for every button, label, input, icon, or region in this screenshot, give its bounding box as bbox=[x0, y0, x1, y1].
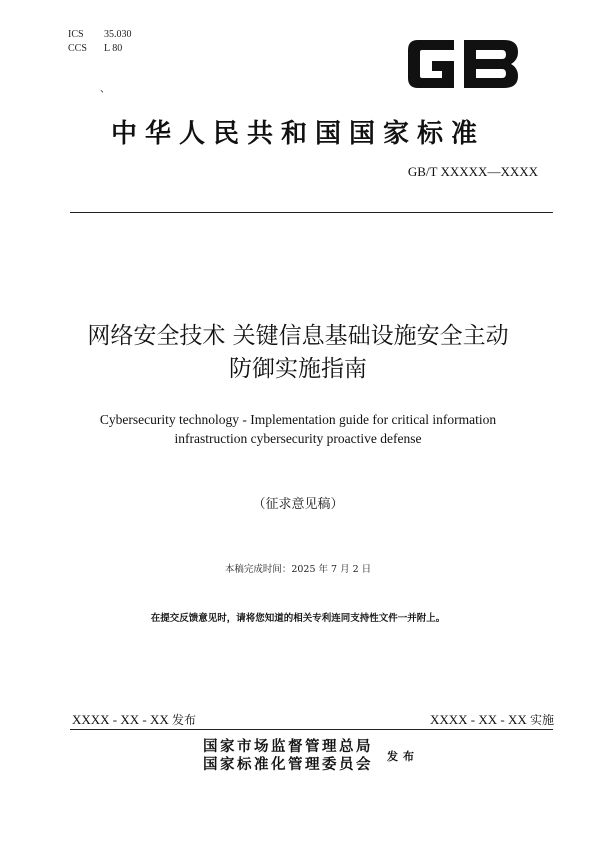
issuing-authorities bbox=[203, 738, 373, 774]
issue-action: 发布 bbox=[387, 750, 419, 763]
org-title: 中华人民共和国国家标准 bbox=[110, 119, 485, 149]
issuer-sac: 国家标准化管理委员会 bbox=[203, 756, 373, 773]
title-cn-line1: 网络安全技术 关键信息基础设施安全主动 bbox=[87, 323, 509, 349]
ccs-label: CCS bbox=[68, 43, 87, 54]
ccs-row bbox=[68, 43, 158, 55]
document-title-en bbox=[0, 410, 596, 448]
implement-date bbox=[430, 711, 554, 728]
ics-row bbox=[68, 29, 158, 41]
standard-number: GB/T XXXXX—XXXX bbox=[407, 164, 538, 179]
completion-date: 本稿完成时间：2025 年 7 月 2 日 bbox=[224, 564, 372, 575]
footer-divider bbox=[70, 729, 553, 730]
document-title-cn bbox=[0, 320, 596, 386]
ccs-value: L 80 bbox=[104, 43, 123, 54]
title-en-line1: Cybersecurity technology - Implementation guide for critical information bbox=[99, 412, 497, 427]
ics-label: ICS bbox=[68, 29, 84, 40]
stray-mark: 、 bbox=[100, 84, 110, 95]
title-en-line2: infrastruction cybersecurity proactive defense bbox=[174, 431, 422, 446]
draft-status: （征求意见稿） bbox=[252, 497, 344, 512]
issuer-samr: 国家市场监督管理总局 bbox=[203, 738, 373, 755]
ics-value: 35.030 bbox=[104, 29, 132, 40]
implement-date-value: XXXX - XX - XX bbox=[429, 712, 530, 727]
release-date bbox=[72, 711, 196, 728]
gb-logo-icon bbox=[404, 34, 522, 94]
release-date-label: 发布 bbox=[172, 713, 197, 727]
header-divider bbox=[70, 212, 553, 213]
title-cn-line2: 防御实施指南 bbox=[229, 356, 367, 382]
release-date-value: XXXX - XX - XX bbox=[72, 712, 173, 727]
implement-date-label: 实施 bbox=[529, 713, 554, 727]
patent-notice: 在提交反馈意见时，请将您知道的相关专利连同支持性文件一并附上。 bbox=[150, 613, 446, 624]
